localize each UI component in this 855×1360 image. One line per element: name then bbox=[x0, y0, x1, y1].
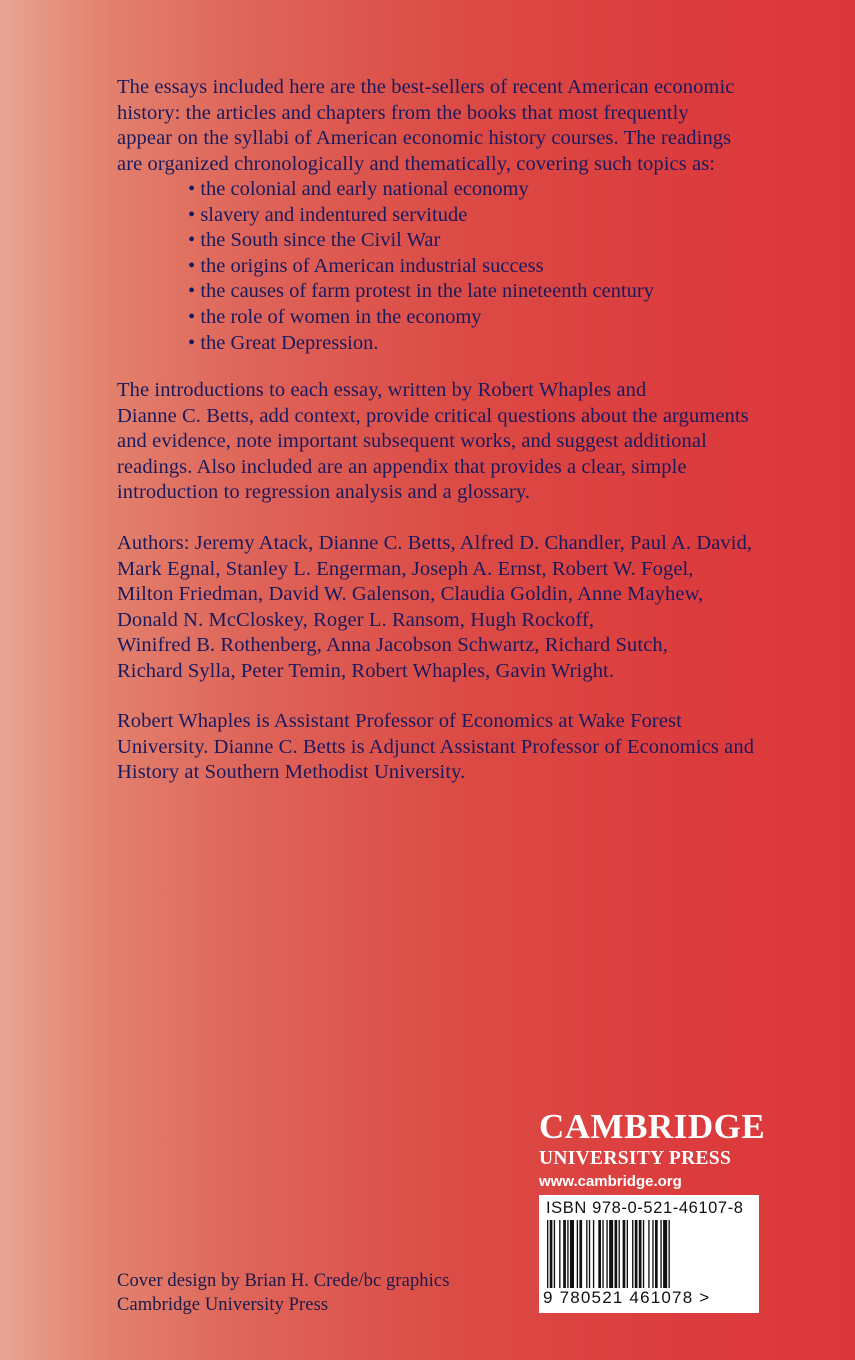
authors-line: Donald N. McCloskey, Roger L. Ransom, Hugh Rockoff, bbox=[117, 608, 595, 631]
authors-line: Mark Egnal, Stanley L. Engerman, Joseph A. Ernst, Robert W. Fogel, bbox=[117, 557, 694, 580]
bio-line: University. Dianne C. Betts is Adjunct Assistant Professor of Economics and bbox=[117, 735, 755, 758]
authors-line: Authors: Jeremy Atack, Dianne C. Betts, Alfred D. Chandler, Paul A. David, bbox=[117, 532, 753, 554]
barcode-bar bbox=[559, 1220, 560, 1288]
barcode-bar bbox=[586, 1220, 587, 1288]
topic-item: • the causes of farm protest in the late nineteenth century bbox=[188, 279, 654, 305]
bio-line: History at Southern Methodist University. bbox=[117, 761, 466, 784]
barcode-bar bbox=[563, 1220, 566, 1288]
barcode-bar bbox=[623, 1220, 626, 1288]
topic-item: • the Great Depression. bbox=[188, 331, 654, 357]
publisher-subtitle: UNIVERSITY PRESS bbox=[539, 1148, 732, 1169]
publisher-logo bbox=[539, 1108, 765, 1192]
topic-item: • the South since the Civil War bbox=[188, 228, 654, 254]
barcode-bar bbox=[609, 1220, 613, 1288]
credit-line-designer: Cover design by Brian H. Crede/bc graphics bbox=[117, 1271, 450, 1291]
barcode-bar bbox=[632, 1220, 633, 1288]
barcode-bar bbox=[598, 1220, 601, 1288]
bio-line: Robert Whaples is Assistant Professor of Economics at Wake Forest bbox=[117, 710, 682, 732]
introductions-paragraph bbox=[117, 378, 817, 506]
barcode-digits: 9 780521 461078 > bbox=[543, 1288, 711, 1307]
topic-item: • the role of women in the economy bbox=[188, 305, 654, 331]
barcode-bar bbox=[579, 1220, 582, 1288]
authors-line: Richard Sylla, Peter Temin, Robert Whaples, Gavin Wright. bbox=[117, 659, 615, 682]
intro-line: readings. Also included are an appendix that provides a clear, simple bbox=[117, 455, 687, 478]
barcode-bar bbox=[550, 1220, 553, 1288]
editors-bio-paragraph bbox=[117, 709, 817, 786]
authors-line: Milton Friedman, David W. Galenson, Claudia Goldin, Anne Mayhew, bbox=[117, 583, 704, 606]
isbn-text: ISBN 978-0-521-46107-8 bbox=[546, 1199, 744, 1217]
topic-item: • the origins of American industrial success bbox=[188, 254, 654, 280]
credit-line-publisher: Cambridge University Press bbox=[117, 1294, 329, 1315]
topic-item: • slavery and indentured servitude bbox=[188, 203, 654, 229]
barcode-bar bbox=[593, 1220, 594, 1288]
topics-list bbox=[188, 177, 654, 356]
barcode-bar bbox=[669, 1220, 670, 1288]
authors-line: Winifred B. Rothenberg, Anna Jacobson Schwartz, Richard Sutch, bbox=[117, 634, 668, 657]
intro-line: and evidence, note important subsequent works, and suggest additional bbox=[117, 430, 707, 453]
barcode-bar bbox=[648, 1220, 649, 1288]
authors-paragraph bbox=[117, 531, 817, 685]
barcode-bar bbox=[652, 1220, 653, 1288]
isbn-barcode bbox=[539, 1195, 759, 1313]
barcode-bar bbox=[589, 1220, 590, 1288]
barcode-bar bbox=[615, 1220, 618, 1288]
barcode-bar bbox=[567, 1220, 568, 1288]
intro-line: The introductions to each essay, written by Robert Whaples and bbox=[117, 379, 647, 401]
barcode-bar bbox=[655, 1220, 658, 1288]
description-line: are organized chronologically and thematically, covering such topics as: bbox=[117, 152, 716, 175]
intro-line: introduction to regression analysis and a glossary. bbox=[117, 481, 531, 504]
description-paragraph bbox=[117, 75, 817, 177]
description-line: history: the articles and chapters from the books that most frequently bbox=[117, 101, 689, 124]
barcode-bar bbox=[547, 1220, 548, 1288]
barcode-bar bbox=[554, 1220, 555, 1288]
barcode-bar bbox=[639, 1220, 642, 1288]
barcode-bar bbox=[663, 1220, 667, 1288]
barcode-bar bbox=[570, 1220, 574, 1288]
intro-line: Dianne C. Betts, add context, provide critical questions about the arguments bbox=[117, 404, 749, 427]
barcode-bar bbox=[627, 1220, 628, 1288]
barcode-bar bbox=[643, 1220, 644, 1288]
cover-credits bbox=[117, 1270, 537, 1317]
barcode-bar bbox=[577, 1220, 578, 1288]
barcode-bar bbox=[660, 1220, 661, 1288]
description-line: The essays included here are the best-sellers of recent American economic bbox=[117, 76, 735, 98]
barcode-bars bbox=[547, 1220, 751, 1288]
description-line: appear on the syllabi of American economic history courses. The readings bbox=[117, 127, 732, 150]
barcode-bar bbox=[635, 1220, 638, 1288]
barcode-bar bbox=[606, 1220, 607, 1288]
barcode-bar bbox=[619, 1220, 620, 1288]
publisher-name: CAMBRIDGE bbox=[539, 1107, 766, 1146]
topic-item: • the colonial and early national economy bbox=[188, 177, 654, 203]
barcode-bar bbox=[602, 1220, 603, 1288]
publisher-url: www.cambridge.org bbox=[539, 1173, 682, 1190]
